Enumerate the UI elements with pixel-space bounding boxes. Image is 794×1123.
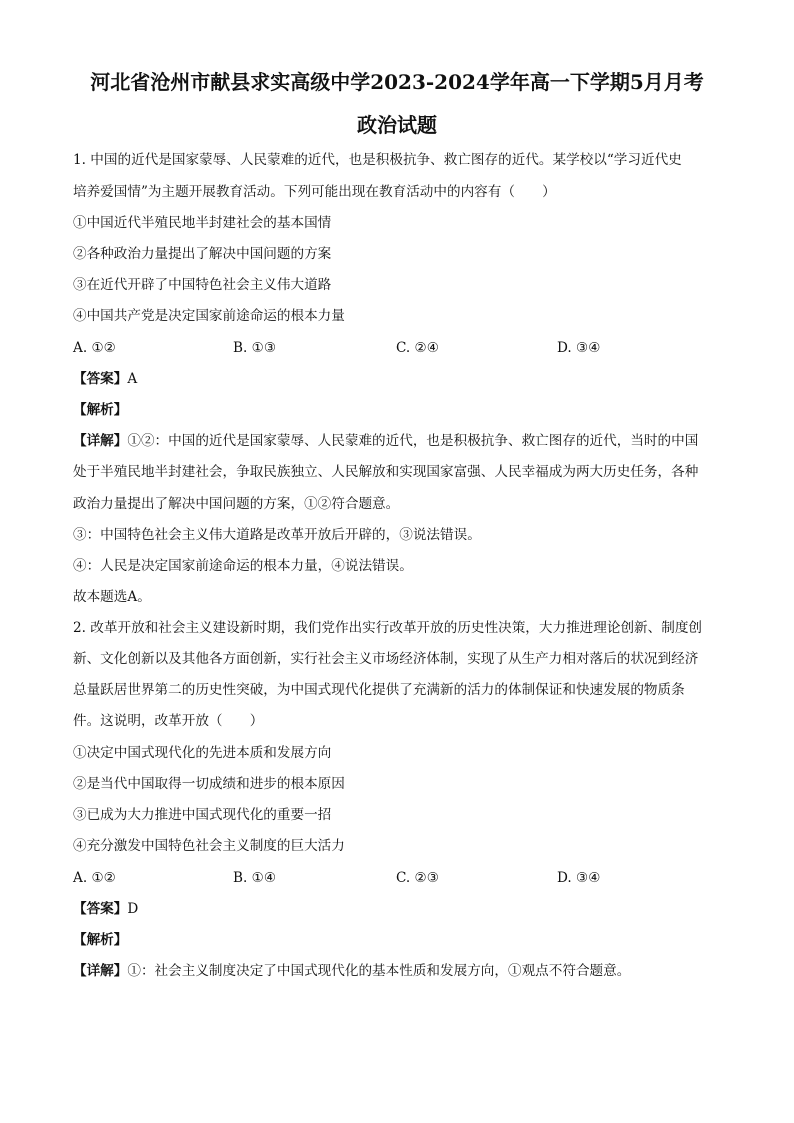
q1-item: ③在近代开辟了中国特色社会主义伟大道路: [73, 277, 332, 293]
q1-detail-line: 政治力量提出了解决中国问题的方案，①②符合题意。: [73, 496, 400, 512]
q1-detail-line: ④：人民是决定国家前途命运的根本力量，④说法错误。: [73, 558, 413, 574]
q1-options: [73, 338, 733, 358]
q2-option-c: C. ②③: [396, 870, 439, 886]
document-subtitle: 政治试题: [357, 113, 437, 137]
answer-value: A: [127, 371, 138, 387]
q1-item: ①中国近代半殖民地半封建社会的基本国情: [73, 215, 332, 231]
q1-detail-line: [73, 431, 733, 451]
detail-text: ①②：中国的近代是国家蒙辱、人民蒙难的近代，也是积极抗争、救亡图存的近代，当时的中国: [127, 433, 699, 449]
document-title: 河北省沧州市献县求实高级中学2023-2024学年高一下学期5月月考: [90, 70, 704, 94]
q1-item: ④中国共产党是决定国家前途命运的根本力量: [73, 308, 345, 324]
detail-label: 【详解】: [73, 433, 128, 449]
answer-label: 【答案】: [73, 901, 128, 917]
q2-item: ①决定中国式现代化的先进本质和发展方向: [73, 745, 332, 761]
q2-item: ③已成为大力推进中国式现代化的重要一招: [73, 807, 332, 823]
answer-label: 【答案】: [73, 371, 128, 387]
q2-detail-line: [73, 961, 733, 981]
q1-stem-line: 1. 中国的近代是国家蒙辱、人民蒙难的近代，也是积极抗争、救亡图存的近代。某学校以“学习近代史: [73, 152, 682, 168]
q2-analysis-label: 【解析】: [73, 932, 128, 948]
q2-option-a: A. ①②: [73, 870, 116, 886]
q1-option-c: C. ②④: [396, 340, 439, 356]
q2-item: ④充分激发中国特色社会主义制度的巨大活力: [73, 838, 345, 854]
detail-text: ①：社会主义制度决定了中国式现代化的基本性质和发展方向，①观点不符合题意。: [127, 963, 631, 979]
q2-stem-line: 新、文化创新以及其他各方面创新，实行社会主义市场经济体制，实现了从生产力相对落后的状况到经济: [73, 651, 699, 667]
q2-stem-line: 2. 改革开放和社会主义建设新时期，我们党作出实行改革开放的历史性决策，大力推进理论创新、制度创: [73, 620, 703, 636]
q1-item: ②各种政治力量提出了解决中国问题的方案: [73, 246, 332, 262]
q1-option-d: D. ③④: [557, 340, 601, 356]
q1-stem-line: 培养爱国情”为主题开展教育活动。下列可能出现在教育活动中的内容有（ ）: [73, 184, 556, 200]
q1-option-a: A. ①②: [73, 340, 116, 356]
q2-stem-line: 总量跃居世界第二的历史性突破，为中国式现代化提供了充满新的活力的体制保证和快速发展的物质条: [73, 682, 685, 698]
q1-analysis-label: 【解析】: [73, 402, 128, 418]
q1-option-b: B. ①③: [233, 340, 277, 356]
answer-value: D: [127, 901, 139, 917]
q2-options: [73, 868, 733, 888]
q1-conclusion: 故本题选A。: [73, 589, 151, 605]
detail-label: 【详解】: [73, 963, 128, 979]
q1-detail-line: 处于半殖民地半封建社会，争取民族独立、人民解放和实现国家富强、人民幸福成为两大历史任务，各种: [73, 464, 699, 480]
q1-detail-line: ③：中国特色社会主义伟大道路是改革开放后开辟的，③说法错误。: [73, 527, 481, 543]
q2-option-b: B. ①④: [233, 870, 277, 886]
q2-item: ②是当代中国取得一切成绩和进步的根本原因: [73, 776, 345, 792]
q1-answer: [73, 369, 733, 389]
q2-answer: [73, 899, 733, 919]
q2-stem-line: 件。这说明，改革开放（ ）: [73, 713, 264, 729]
q2-option-d: D. ③④: [557, 870, 601, 886]
